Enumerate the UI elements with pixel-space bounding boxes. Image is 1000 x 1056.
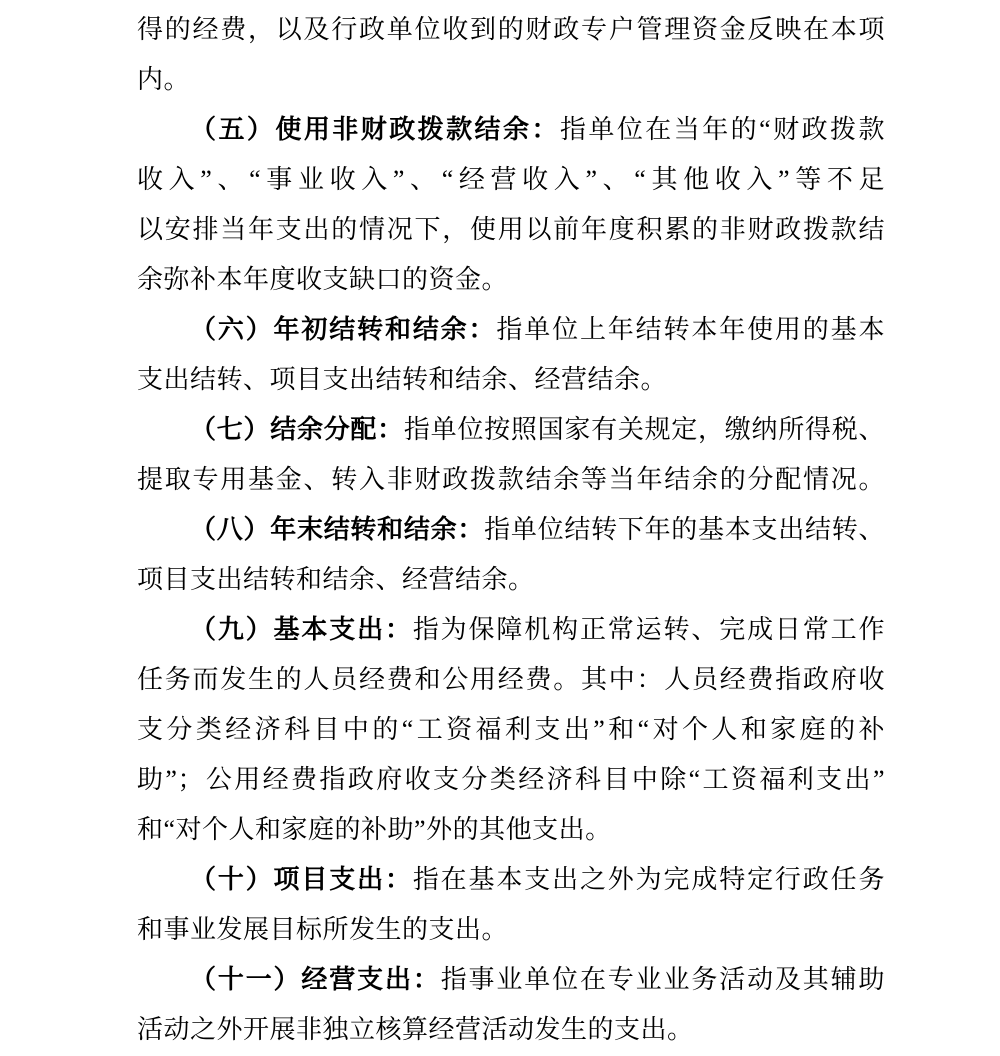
line-text: 内。 [137,65,191,94]
term-definition-line [137,505,885,555]
line-text: 项目支出结转和结余、经营结余。 [137,565,535,594]
line-text: 支分类经济科目中的“工资福利支出”和“对个人和家庭的补 [137,715,885,744]
term-definition-line [137,305,885,355]
term-heading: （十）项目支出： [190,865,413,894]
term-definition-line [137,405,885,455]
line-text: 支出结转、项目支出结转和结余、经营结余。 [137,365,668,394]
text-line [137,455,885,505]
term-heading: （八）年末结转和结余： [190,515,485,544]
line-text: 和事业发展目标所发生的支出。 [137,915,509,944]
text-line [137,205,885,255]
text-line [137,5,885,55]
line-text: 余弥补本年度收支缺口的资金。 [137,265,509,294]
text-line [137,905,885,955]
line-text: 指为保障机构正常运转、完成日常工作 [412,615,885,644]
line-text: 指单位上年结转本年使用的基本 [496,315,885,344]
text-line [137,155,885,205]
line-text: 指单位在当年的“财政拨款 [559,115,885,144]
term-heading: （七）结余分配： [190,415,404,444]
line-text: 提取专用基金、转入非财政拨款结余等当年结余的分配情况。 [137,465,885,494]
text-line [137,655,885,705]
line-text: 得的经费，以及行政单位收到的财政专户管理资金反映在本项 [137,15,885,44]
line-text: 以安排当年支出的情况下，使用以前年度积累的非财政拨款结 [137,215,885,244]
line-text: 任务而发生的人员经费和公用经费。其中：人员经费指政府收 [137,665,885,694]
text-line [137,355,885,405]
text-line [137,255,885,305]
term-definition-line [137,855,885,905]
line-text: 助”；公用经费指政府收支分类经济科目中除“工资福利支出” [137,765,885,794]
term-heading: （六）年初结转和结余： [190,315,497,344]
line-text: 活动之外开展非独立核算经营活动发生的支出。 [137,1015,694,1044]
term-definition-line [137,105,885,155]
term-definition-line [137,605,885,655]
text-line [137,705,885,755]
text-line [137,1005,885,1055]
text-line [137,805,885,855]
term-heading: （九）基本支出： [190,615,413,644]
line-text: 指事业单位在专业业务活动及其辅助 [440,965,885,994]
line-text: 指在基本支出之外为完成特定行政任务 [412,865,885,894]
line-text: 和“对个人和家庭的补助”外的其他支出。 [137,815,612,844]
line-text: 指单位按照国家有关规定，缴纳所得税、 [403,415,885,444]
term-heading: （十一）经营支出： [190,965,441,994]
line-text: 指单位结转下年的基本支出结转、 [484,515,885,544]
term-heading: （五）使用非财政拨款结余： [190,115,560,144]
text-line [137,555,885,605]
text-line [137,55,885,105]
line-text: 收入”、“事业收入”、“经营收入”、“其他收入”等不足 [137,165,885,194]
text-line [137,755,885,805]
term-definition-line [137,955,885,1005]
